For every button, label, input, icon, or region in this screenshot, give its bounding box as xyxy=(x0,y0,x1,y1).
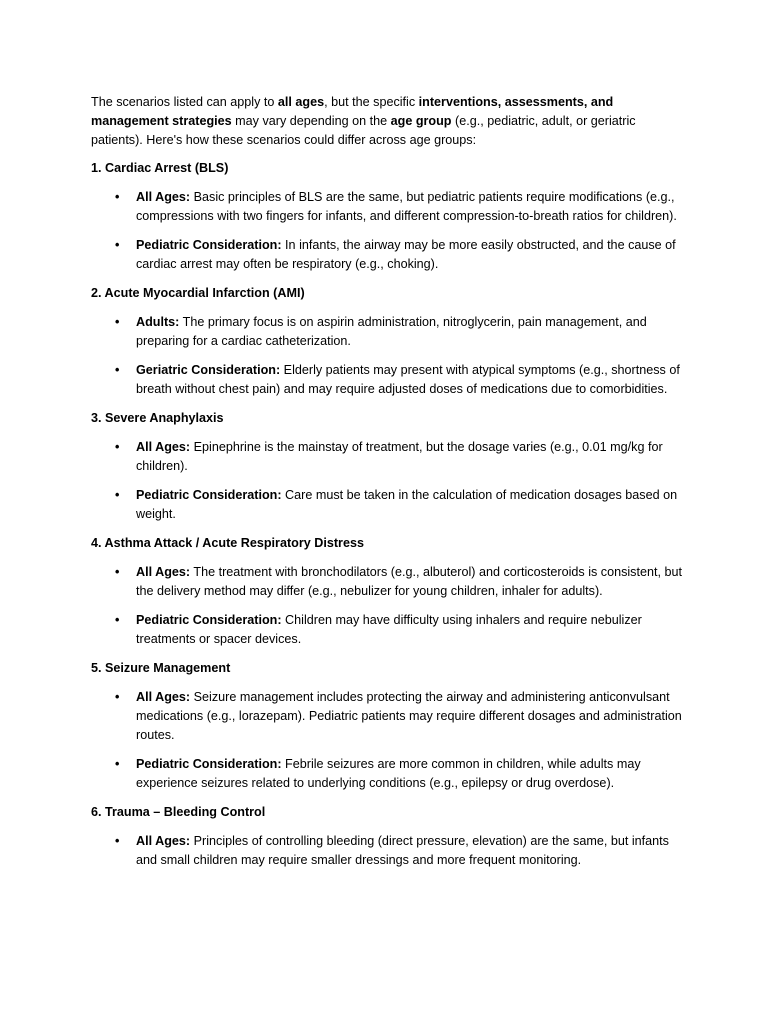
intro-paragraph xyxy=(91,93,684,150)
list-item xyxy=(91,313,684,351)
section-heading: 5. Seizure Management xyxy=(91,661,231,675)
item-label: Adults: xyxy=(136,315,180,329)
list-item xyxy=(91,832,684,870)
section-heading: 3. Severe Anaphylaxis xyxy=(91,411,224,425)
intro-text-2: , but the specific xyxy=(324,95,419,109)
bullet-icon: • xyxy=(115,565,120,579)
section-asthma xyxy=(91,534,684,649)
item-text: Epinephrine is the mainstay of treatment, but the dosage varies (e.g., 0.01 mg/kg for children). xyxy=(136,440,663,473)
section-acute-mi xyxy=(91,284,684,399)
intro-text-4: (e.g., pediatric, adult, or geriatric patients). Here's how these scenarios could differ across age groups: xyxy=(91,114,636,147)
bullet-icon: • xyxy=(115,363,120,377)
bullet-list xyxy=(91,563,684,649)
item-text: Children may have difficulty using inhalers and require nebulizer treatments or spacer devices. xyxy=(136,613,642,646)
item-text: In infants, the airway may be more easily obstructed, and the cause of cardiac arrest may often be respiratory (e.g., choking). xyxy=(136,238,676,271)
bullet-list xyxy=(91,832,684,870)
intro-text-3: may vary depending on the xyxy=(231,114,391,128)
item-text: The treatment with bronchodilators (e.g., albuterol) and corticosteroids is consistent, but the delivery method may differ (e.g., nebulizer for young children, inhaler for adults). xyxy=(136,565,682,598)
list-item xyxy=(91,236,684,274)
bullet-list xyxy=(91,188,684,274)
item-text: Elderly patients may present with atypical symptoms (e.g., shortness of breath without chest pain) and may require adjusted doses of medications due to comorbidities. xyxy=(136,363,680,396)
list-item xyxy=(91,688,684,745)
list-item xyxy=(91,486,684,524)
bullet-icon: • xyxy=(115,190,120,204)
section-heading: 1. Cardiac Arrest (BLS) xyxy=(91,161,229,175)
intro-bold-age-group: age group xyxy=(390,114,452,128)
list-item xyxy=(91,438,684,476)
list-item xyxy=(91,563,684,601)
item-label: All Ages: xyxy=(136,565,191,579)
item-text: Basic principles of BLS are the same, but pediatric patients require modifications (e.g., compressions with two fingers for infants, and different compression-to-breath ratios for children). xyxy=(136,190,677,223)
item-text: Seizure management includes protecting the airway and administering anticonvulsant medications (e.g., lorazepam). Pediatric patients may require different dosages and administration routes. xyxy=(136,690,682,742)
bullet-icon: • xyxy=(115,613,120,627)
bullet-icon: • xyxy=(115,834,120,848)
item-label: All Ages: xyxy=(136,190,191,204)
list-item xyxy=(91,755,684,793)
item-label: All Ages: xyxy=(136,834,191,848)
bullet-icon: • xyxy=(115,757,120,771)
bullet-icon: • xyxy=(115,488,120,502)
section-heading: 6. Trauma – Bleeding Control xyxy=(91,805,266,819)
intro-bold-all-ages: all ages xyxy=(277,95,325,109)
bullet-list xyxy=(91,313,684,399)
item-text: Care must be taken in the calculation of medication dosages based on weight. xyxy=(136,488,678,521)
list-item xyxy=(91,188,684,226)
intro-bold-interventions: interventions, assessments, and management strategies xyxy=(91,95,614,128)
bullet-list xyxy=(91,438,684,524)
bullet-icon: • xyxy=(115,440,120,454)
item-text: The primary focus is on aspirin administration, nitroglycerin, pain management, and preparing for a cardiac catheterization. xyxy=(136,315,647,348)
bullet-icon: • xyxy=(115,238,120,252)
bullet-icon: • xyxy=(115,690,120,704)
item-label: Pediatric Consideration: xyxy=(136,757,282,771)
item-text: Febrile seizures are more common in children, while adults may experience seizures related to underlying conditions (e.g., epilepsy or drug overdose). xyxy=(136,757,641,790)
list-item xyxy=(91,361,684,399)
item-label: Pediatric Consideration: xyxy=(136,488,282,502)
item-label: Pediatric Consideration: xyxy=(136,613,282,627)
intro-text-1: The scenarios listed can apply to xyxy=(91,95,278,109)
item-label: All Ages: xyxy=(136,690,191,704)
item-label: All Ages: xyxy=(136,440,191,454)
section-trauma xyxy=(91,803,684,870)
list-item xyxy=(91,611,684,649)
item-label: Pediatric Consideration: xyxy=(136,238,282,252)
section-heading: 4. Asthma Attack / Acute Respiratory Distress xyxy=(91,536,364,550)
item-text: Principles of controlling bleeding (direct pressure, elevation) are the same, but infants and small children may require smaller dressings and more frequent monitoring. xyxy=(136,834,669,867)
item-label: Geriatric Consideration: xyxy=(136,363,281,377)
section-seizure xyxy=(91,659,684,793)
section-cardiac-arrest xyxy=(91,159,684,274)
bullet-list xyxy=(91,688,684,793)
bullet-icon: • xyxy=(115,315,120,329)
section-heading: 2. Acute Myocardial Infarction (AMI) xyxy=(91,286,305,300)
section-anaphylaxis xyxy=(91,409,684,524)
